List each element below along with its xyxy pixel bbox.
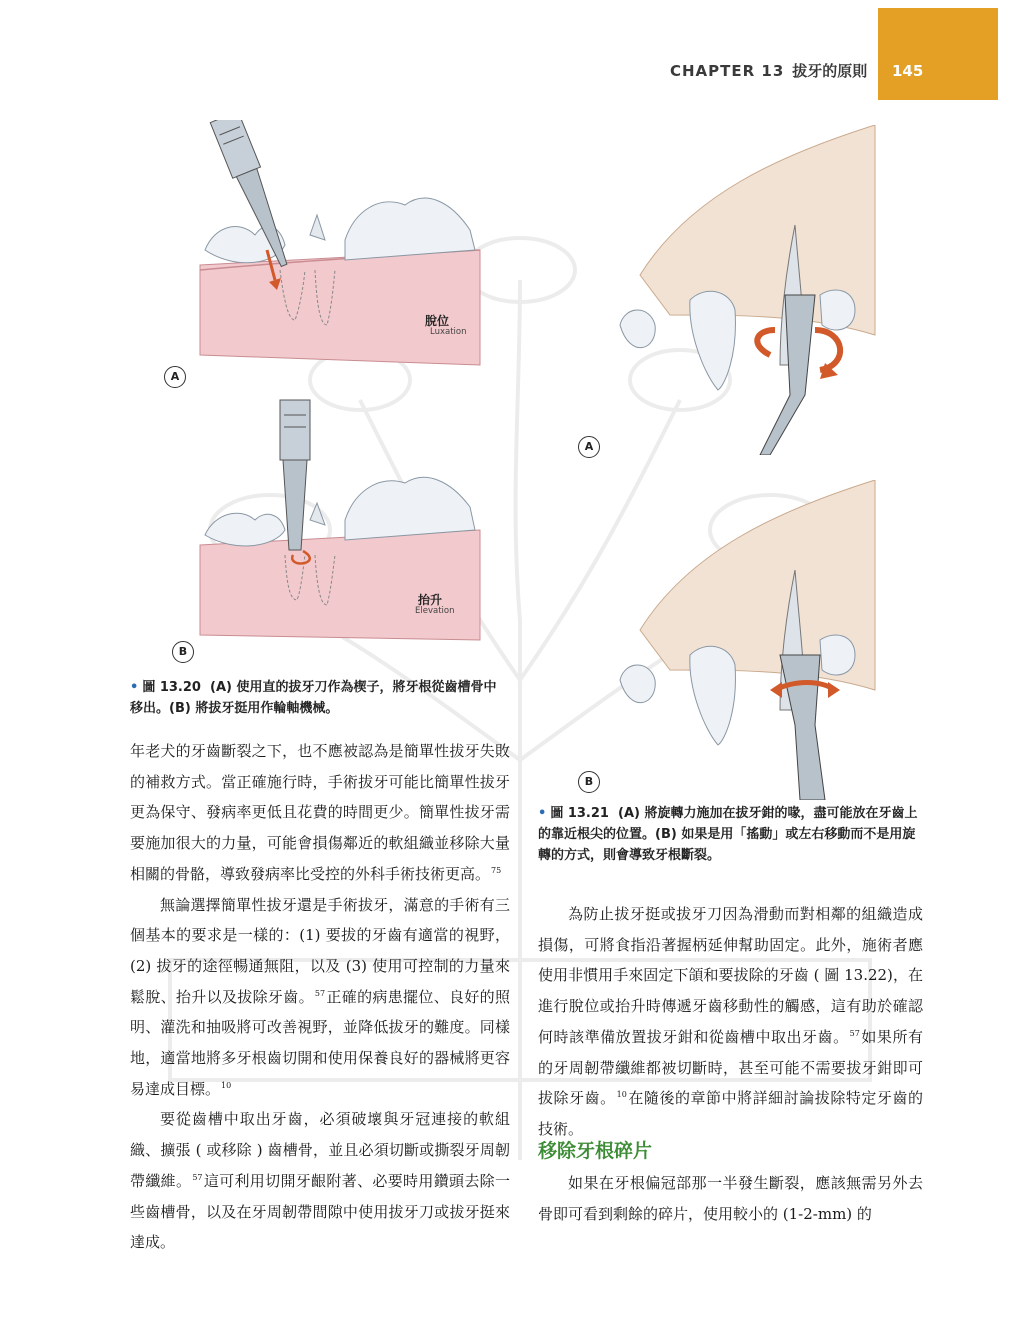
figure-13-21-caption [538, 803, 923, 866]
citation-ref: 10 [221, 1080, 232, 1090]
paragraph-text: 在隨後的章節中將詳細討論拔除特定牙齒的技術。 [538, 1089, 923, 1138]
rocking-motion-illustration [610, 480, 885, 800]
chapter-number: CHAPTER 13 [670, 62, 785, 80]
paragraph [538, 1168, 923, 1229]
citation-ref: 57 [192, 1172, 203, 1182]
citation-ref: 10 [616, 1090, 627, 1100]
paragraph-text: 要從齒槽中取出牙齒，必須破壞與牙冠連接的軟組織、擴張 ( 或移除 ) 齒槽骨，並且必須切斷或撕裂牙周韌帶纖維。 [130, 1110, 510, 1190]
figure-13-20-caption [130, 677, 508, 719]
elevation-label-en: Elevation [415, 606, 455, 616]
paragraph-text: 如果所有的牙周韌帶纖維都被切斷時，甚至可能不需要拔牙鉗即可拔除牙齒。 [538, 1027, 923, 1108]
chapter-title: 拔牙的原則 [792, 62, 868, 80]
right-column-text-continued [538, 1168, 923, 1229]
figure-13-21-panel-b [610, 480, 885, 800]
figure-13-20-caption-number: 圖 13.20 [142, 680, 201, 695]
paragraph-text: 無論選擇簡單性拔牙還是手術拔牙，滿意的手術有三個基本的要求是一樣的：(1) 要拔的牙齒有適當的視野，(2) 拔牙的途徑暢通無阻，以及 (3) 使用可控制的力量來鬆脫、抬升以及拔除牙齒。 [130, 895, 510, 1006]
section-heading: 移除牙根碎片 [538, 1140, 653, 1162]
luxation-label-cn: 脫位 [425, 314, 450, 328]
figure-13-21-label-a: A [578, 436, 600, 458]
paragraph-text: 如果在牙根偏冠部那一半發生斷裂，應該無需另外去骨即可看到剩餘的碎片，使用較小的 (1-2-mm) 的 [538, 1174, 923, 1223]
figure-13-20-caption-text: (A) 使用直的拔牙刀作為楔子，將牙根從齒槽骨中移出。(B) 將拔牙挺用作輪軸機械。 [130, 680, 497, 716]
luxation-label-en: Luxation [430, 327, 467, 337]
paragraph-text: 年老犬的牙齒斷裂之下，也不應被認為是簡單性拔牙失敗的補救方式。當正確施行時，手術拔牙可能比簡單性拔牙更為保守、發病率更低且花費的時間更少。簡單性拔牙需要施加很大的力量，可能會損傷鄰近的軟組織並移除大量相關的骨骼，導致發病率比受控的外科手術技術更高。 [130, 742, 510, 883]
paragraph [130, 890, 510, 1105]
paragraph-text: 這可利用切開牙齦附著、必要時用鑽頭去除一些齒槽骨，以及在牙周韌帶間隙中使用拔牙刀或拔牙挺來達成。 [130, 1171, 510, 1252]
page-number: 145 [892, 62, 924, 80]
left-column-text [130, 736, 510, 1258]
figure-13-21-label-b: B [578, 771, 600, 793]
caption-bullet: • [130, 680, 139, 695]
figure-13-21-caption-text: (A) 將旋轉力施加在拔牙鉗的喙，盡可能放在牙齒上的靠近根尖的位置。(B) 如果是用「搖動」或左右移動而不是用旋轉的方式，則會導致牙根斷裂。 [538, 806, 918, 863]
paragraph-text: 正確的病患擺位、良好的照明、灌洗和抽吸將可改善視野，並降低拔牙的難度。同樣地，適當地將多牙根齒切開和使用保養良好的器械將更容易達成目標。 [130, 987, 510, 1098]
citation-ref: 57 [849, 1028, 860, 1038]
figure-13-20-label-b: B [172, 641, 194, 663]
paragraph [130, 736, 510, 890]
caption-bullet: • [538, 806, 547, 821]
citation-ref: 57 [314, 988, 326, 998]
right-column-text [538, 899, 923, 1145]
figure-13-21-panel-a [610, 125, 885, 455]
figure-13-20-label-a: A [164, 366, 186, 388]
running-header [670, 60, 867, 81]
citation-ref: 75 [491, 865, 502, 875]
paragraph [538, 899, 923, 1145]
page-number-tab [878, 8, 998, 100]
elevation-label-cn: 抬升 [418, 593, 443, 607]
figure-13-21-caption-number: 圖 13.21 [550, 806, 609, 821]
rotational-force-illustration [610, 125, 885, 455]
paragraph [130, 1104, 510, 1258]
paragraph-text: 為防止拔牙挺或拔牙刀因為滑動而對相鄰的組織造成損傷，可將食指沿著握柄延伸幫助固定。此外，施術者應使用非慣用手來固定下頜和要拔除的牙齒 ( 圖 13.22)，在進行脫位或抬升時傳遞牙齒移動性的觸感，這有助於確認何時該準備放置拔牙鉗和從齒槽中取出牙齒。 [538, 905, 923, 1046]
